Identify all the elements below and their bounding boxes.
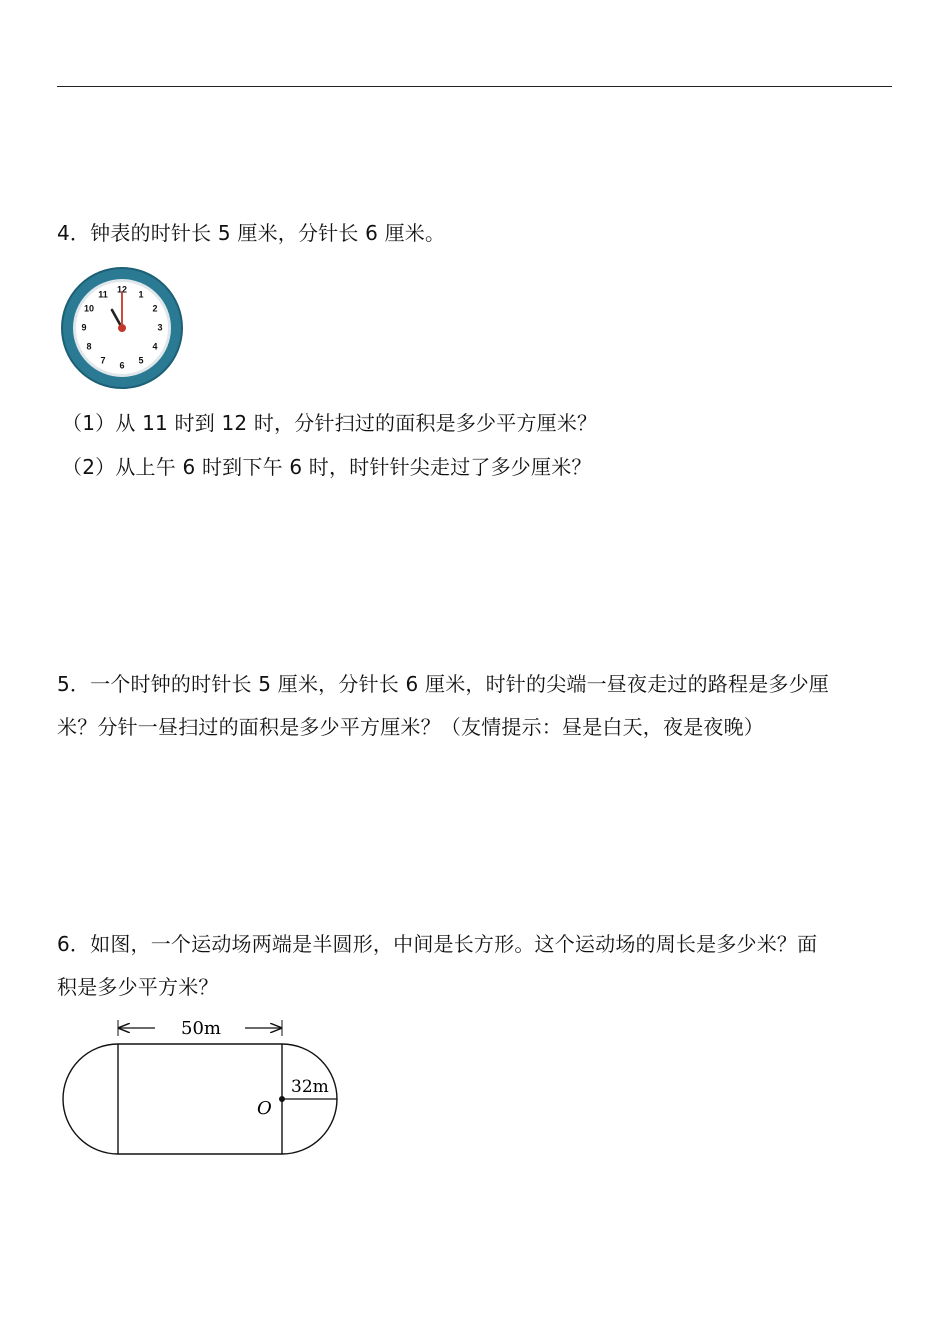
header-rule (57, 86, 892, 87)
clock-num-3: 3 (157, 322, 163, 333)
clock-num-10: 10 (83, 303, 95, 314)
length-label: 50m (181, 1018, 221, 1039)
clock-num-11: 11 (98, 289, 108, 300)
clock-num-9: 9 (81, 322, 87, 333)
clock-num-12: 12 (116, 284, 128, 295)
clock-num-8: 8 (86, 341, 92, 352)
q5-line1: 5．一个时钟的时针长 5 厘米，分针长 6 厘米，时针的尖端一昼夜走过的路程是多少厘 (57, 672, 830, 696)
q6-line1: 6．如图，一个运动场两端是半圆形，中间是长方形。这个运动场的周长是多少米？面 (57, 932, 818, 956)
q4-title: 4．钟表的时针长 5 厘米，分针长 6 厘米。 (57, 221, 446, 245)
clock-num-5: 5 (138, 355, 144, 366)
q4-sub1: （1）从 11 时到 12 时，分针扫过的面积是多少平方厘米？ (62, 411, 598, 435)
clock-center-pin (118, 324, 126, 332)
q4-sub2: （2）从上午 6 时到下午 6 时，时针针尖走过了多少厘米？ (62, 455, 592, 479)
clock-illustration (60, 266, 184, 390)
q5-line2: 米？分针一昼扫过的面积是多少平方厘米？（友情提示：昼是白天，夜是夜晚） (57, 715, 764, 739)
radius-label: 32m (291, 1077, 329, 1097)
q6-line2: 积是多少平方米？ (57, 975, 219, 999)
track-figure (57, 1010, 347, 1170)
center-label: O (257, 1098, 272, 1119)
clock-num-1: 1 (138, 289, 144, 300)
clock-num-7: 7 (100, 355, 106, 366)
center-point (279, 1096, 285, 1102)
clock-num-2: 2 (152, 303, 158, 314)
clock-num-6: 6 (119, 360, 125, 371)
clock-num-4: 4 (152, 341, 158, 352)
